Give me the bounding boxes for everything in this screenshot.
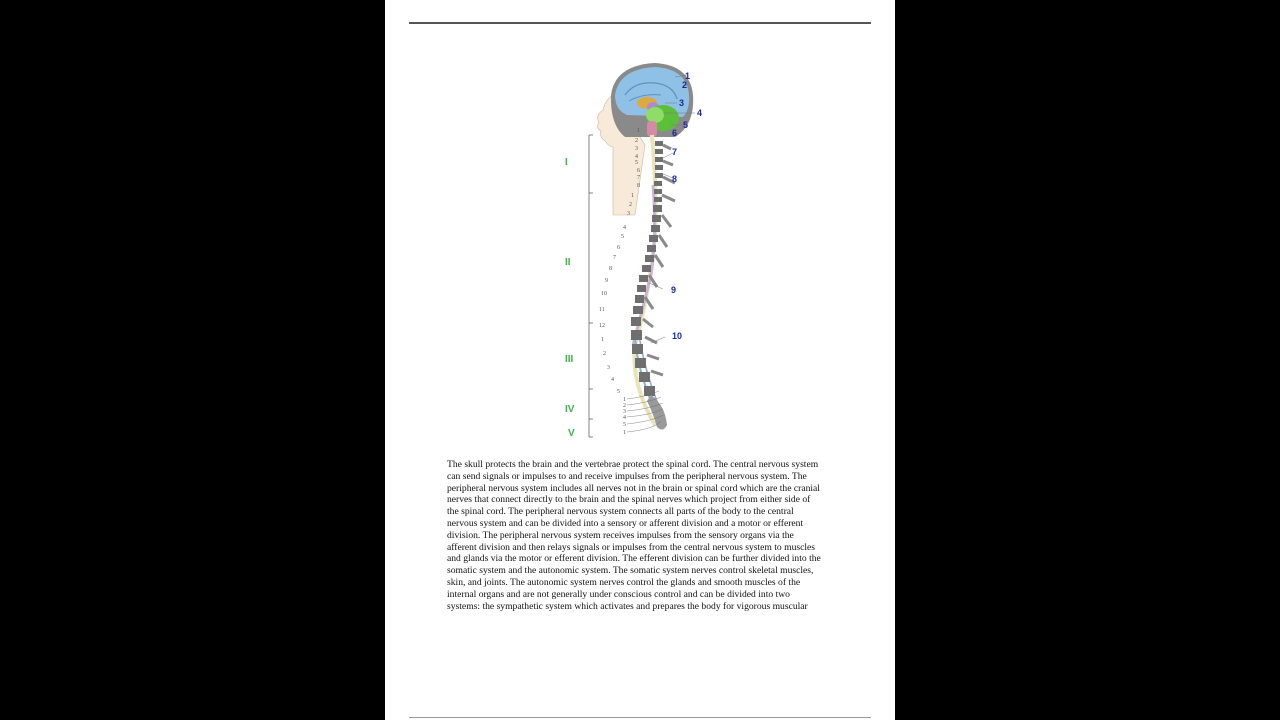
region-label: I bbox=[565, 157, 568, 168]
callout-number: 4 bbox=[697, 108, 703, 118]
paragraph-line: division. The peripheral nervous system receives impulses from the sensory organs via the bbox=[447, 529, 794, 541]
vertebra-number: 4 bbox=[623, 415, 626, 421]
vertebra-number: 2 bbox=[635, 138, 638, 144]
vertebra-number: 1 bbox=[631, 193, 634, 199]
paragraph-line: systems: the sympathetic system which activates and prepares the body for vigorous muscular bbox=[447, 600, 808, 612]
vertebra-number: 2 bbox=[629, 202, 632, 208]
paragraph-line: The skull protects the brain and the vertebrae protect the spinal cord. The central nervous system bbox=[447, 459, 819, 470]
callout-number: 2 bbox=[682, 80, 688, 90]
paragraph-line: peripheral nervous system includes all nerves not in the brain or spinal cord which are the cranial bbox=[447, 482, 820, 494]
vertebra-number: 6 bbox=[617, 245, 620, 251]
paragraph-line: the spinal cord. The peripheral nervous system connects all parts of the body to the central bbox=[447, 506, 794, 518]
vertebra-number: 2 bbox=[603, 351, 606, 357]
vertebra-number: 1 bbox=[623, 397, 626, 403]
vertebra-number: 1 bbox=[637, 128, 640, 134]
vertebra-number: 5 bbox=[621, 234, 624, 240]
vertebra-number: 3 bbox=[635, 146, 638, 152]
vertebra-number: 12 bbox=[599, 323, 605, 329]
vertebra-number: 3 bbox=[607, 365, 610, 371]
vertebra-number: 10 bbox=[601, 291, 607, 297]
callout-number: 6 bbox=[672, 128, 678, 138]
top-rule bbox=[409, 22, 871, 24]
vertebra-number: 8 bbox=[637, 183, 640, 189]
body-paragraph bbox=[447, 459, 852, 612]
callout-number: 1 bbox=[685, 71, 691, 81]
vertebra-number: 5 bbox=[635, 160, 638, 166]
vertebra-number: 4 bbox=[623, 225, 626, 231]
vertebra-number: 4 bbox=[611, 377, 614, 383]
bottom-rule bbox=[409, 717, 871, 718]
vertebra-number: 6 bbox=[637, 168, 640, 174]
nervous-system-figure bbox=[565, 55, 735, 445]
region-label: II bbox=[565, 257, 571, 268]
paragraph-line: can send signals or impulses to and receive impulses from the peripheral nervous system. The bbox=[447, 470, 807, 482]
vertebra-number: 5 bbox=[617, 389, 620, 395]
vertebra-number: 4 bbox=[635, 154, 638, 160]
callout-number: 10 bbox=[672, 331, 683, 341]
paragraph-line: nerves that connect directly to the brain and the spinal nerves which project from either side of bbox=[447, 494, 811, 506]
callout-number: 7 bbox=[672, 147, 678, 157]
callout-number: 3 bbox=[679, 98, 685, 108]
paragraph-line: internal organs and are not generally under conscious control and can be divided into two bbox=[447, 588, 790, 600]
vertebra-number: 5 bbox=[623, 422, 626, 428]
vertebra-number: 9 bbox=[605, 278, 608, 284]
vertebra-number: 3 bbox=[627, 211, 630, 217]
vertebra-number: 3 bbox=[623, 409, 626, 415]
paragraph-line: afferent division and then relays signals or impulses from the central nervous system to muscles bbox=[447, 541, 816, 553]
paragraph-line: and glands via the motor or efferent division. The efferent division can be further divided into the bbox=[447, 553, 821, 565]
document-page bbox=[385, 0, 895, 720]
vertebra-number: 8 bbox=[609, 266, 612, 272]
region-label: III bbox=[565, 354, 574, 365]
vertebra-number: 11 bbox=[599, 307, 605, 313]
callout-number: 8 bbox=[672, 174, 678, 184]
vertebra-number: 1 bbox=[601, 337, 604, 343]
callout-number: 5 bbox=[683, 120, 689, 130]
callout-number: 9 bbox=[671, 285, 677, 295]
region-label: V bbox=[568, 428, 575, 439]
spine-diagram bbox=[565, 55, 735, 445]
region-label: IV bbox=[565, 404, 575, 415]
vertebra-number: 7 bbox=[637, 175, 640, 181]
vertebra-number: 1 bbox=[623, 430, 626, 436]
paragraph-line: nervous system and can be divided into a sensory or afferent division and a motor or efferent bbox=[447, 517, 804, 529]
vertebra-number: 7 bbox=[613, 255, 616, 261]
paragraph-line: somatic system and the autonomic system. The somatic system nerves control skeletal muscles, bbox=[447, 565, 814, 577]
vertebra-number: 2 bbox=[623, 403, 626, 409]
paragraph-line: skin, and joints. The autonomic system nerves control the glands and smooth muscles of the bbox=[447, 576, 801, 588]
